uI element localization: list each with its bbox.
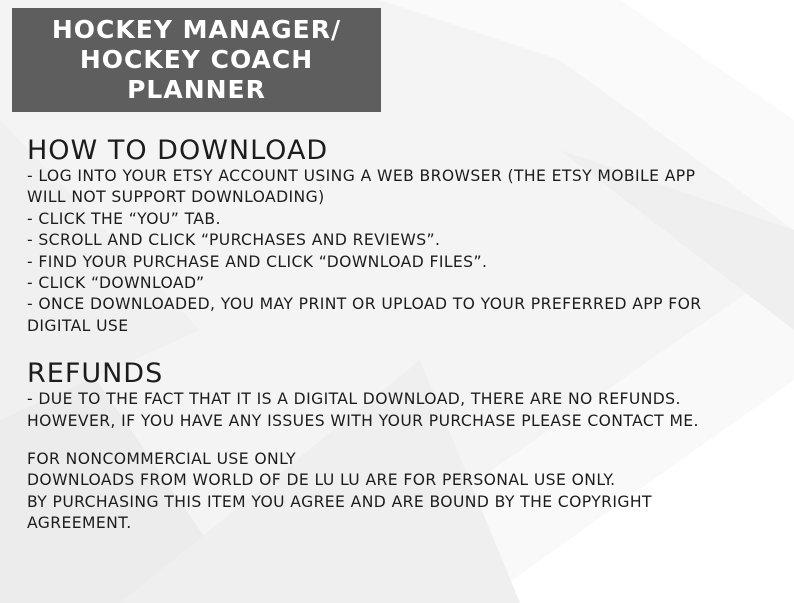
refunds-line: HOWEVER, IF YOU HAVE ANY ISSUES WITH YOUR PURCHASE PLEASE CONTACT ME. [27, 411, 699, 430]
how-to-download-heading: HOW TO DOWNLOAD [27, 135, 329, 166]
how-to-download-section [27, 136, 782, 337]
license-line: BY PURCHASING THIS ITEM YOU AGREE AND ARE BOUND BY THE COPYRIGHT [27, 492, 652, 511]
title-line-1: HOCKEY MANAGER/ [51, 15, 342, 44]
download-step-line: - ONCE DOWNLOADED, YOU MAY PRINT OR UPLOAD TO YOUR PREFERRED APP FOR [27, 295, 702, 314]
download-step-line: - SCROLL AND CLICK “PURCHASES AND REVIEWS”. [27, 231, 441, 250]
refunds-heading: REFUNDS [27, 358, 164, 390]
refunds-section [27, 359, 782, 432]
license-line: AGREEMENT. [27, 514, 132, 533]
refunds-line: - DUE TO THE FACT THAT IT IS A DIGITAL DOWNLOAD, THERE ARE NO REFUNDS. [27, 390, 681, 409]
download-step-line: - CLICK THE “YOU” TAB. [27, 209, 221, 228]
license-section [27, 449, 782, 535]
download-step-line: WILL NOT SUPPORT DOWNLOADING) [27, 188, 325, 207]
title-line-2: HOCKEY COACH [79, 45, 314, 74]
instructions-content [27, 136, 782, 535]
download-step-line: - CLICK “DOWNLOAD” [27, 274, 205, 293]
license-line: DOWNLOADS FROM WORLD OF DE LU LU ARE FOR PERSONAL USE ONLY. [27, 471, 616, 490]
title-line-3: PLANNER [127, 75, 266, 104]
title-banner [12, 8, 381, 112]
download-step-line: - LOG INTO YOUR ETSY ACCOUNT USING A WEB BROWSER (THE ETSY MOBILE APP [27, 167, 696, 185]
download-step-line: DIGITAL USE [27, 316, 129, 335]
download-step-line: - FIND YOUR PURCHASE AND CLICK “DOWNLOAD FILES”. [27, 252, 488, 271]
license-line: FOR NONCOMMERCIAL USE ONLY [27, 450, 297, 469]
